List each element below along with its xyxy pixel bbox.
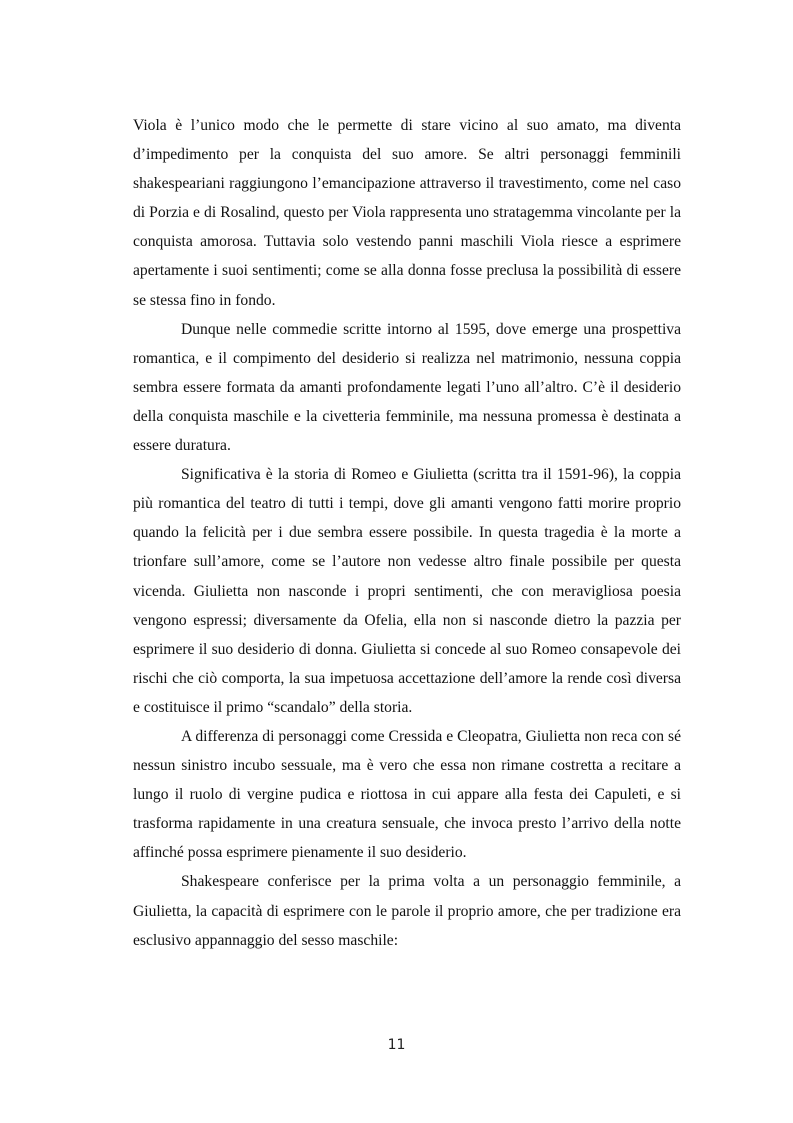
paragraph-1: Viola è l’unico modo che le permette di stare vicino al suo amato, ma diventa d’impedimento per la conquista del suo amore. Se altri personaggi femminili shakespeariani raggiungono l’emancipazione attraverso il travestimento, come nel caso di Porzia e di Rosalind, questo per Viola rappresenta uno stratagemma vincolante per la conquista amorosa. Tuttavia solo vestendo panni maschili Viola riesce a esprimere apertamente i suoi sentimenti; come se alla donna fosse preclusa la possibilità di essere se stessa fino in fondo. [133, 117, 681, 309]
paragraph-3: Significativa è la storia di Romeo e Giulietta (scritta tra il 1591-96), la coppia più romantica del teatro di tutti i tempi, dove gli amanti vengono fatti morire proprio quando la felicità per i due sembra essere possibile. In questa tragedia è la morte a trionfare sull’amore, come se l’autore non vedesse altro finale possibile per questa vicenda. Giulietta non nasconde i propri sentimenti, che con meravigliosa poesia vengono espressi; diversamente da Ofelia, ella non si nasconde dietro la pazzia per esprimere il suo desiderio di donna. Giulietta si concede al suo Romeo consapevole dei rischi che ciò comporta, la sua impetuosa accettazione dell’amore la rende così diversa e costituisce il primo “scandalo” della storia. [133, 466, 681, 716]
page-number: 11 [387, 1037, 406, 1053]
paragraph-2: Dunque nelle commedie scritte intorno al 1595, dove emerge una prospettiva romantica, e il compimento del desiderio si realizza nel matrimonio, nessuna coppia sembra essere formata da amanti profondamente legati l’uno all’altro. C’è il desiderio della conquista maschile e la civetteria femminile, ma nessuna promessa è destinata a essere duratura. [133, 320, 681, 455]
body-text [133, 111, 681, 955]
paragraph-5: Shakespeare conferisce per la prima volta a un personaggio femminile, a Giulietta, la capacità di esprimere con le parole il proprio amore, che per tradizione era esclusivo appannaggio del sesso maschile: [133, 873, 681, 949]
paragraph-4: A differenza di personaggi come Cressida e Cleopatra, Giulietta non reca con sé nessun sinistro incubo sessuale, ma è vero che essa non rimane costretta a recitare a lungo il ruolo di vergine pudica e riottosa in cui appare alla festa dei Capuleti, e si trasforma rapidamente in una creatura sensuale, che invoca presto l’arrivo della notte affinché possa esprimere pienamente il suo desiderio. [133, 727, 681, 862]
